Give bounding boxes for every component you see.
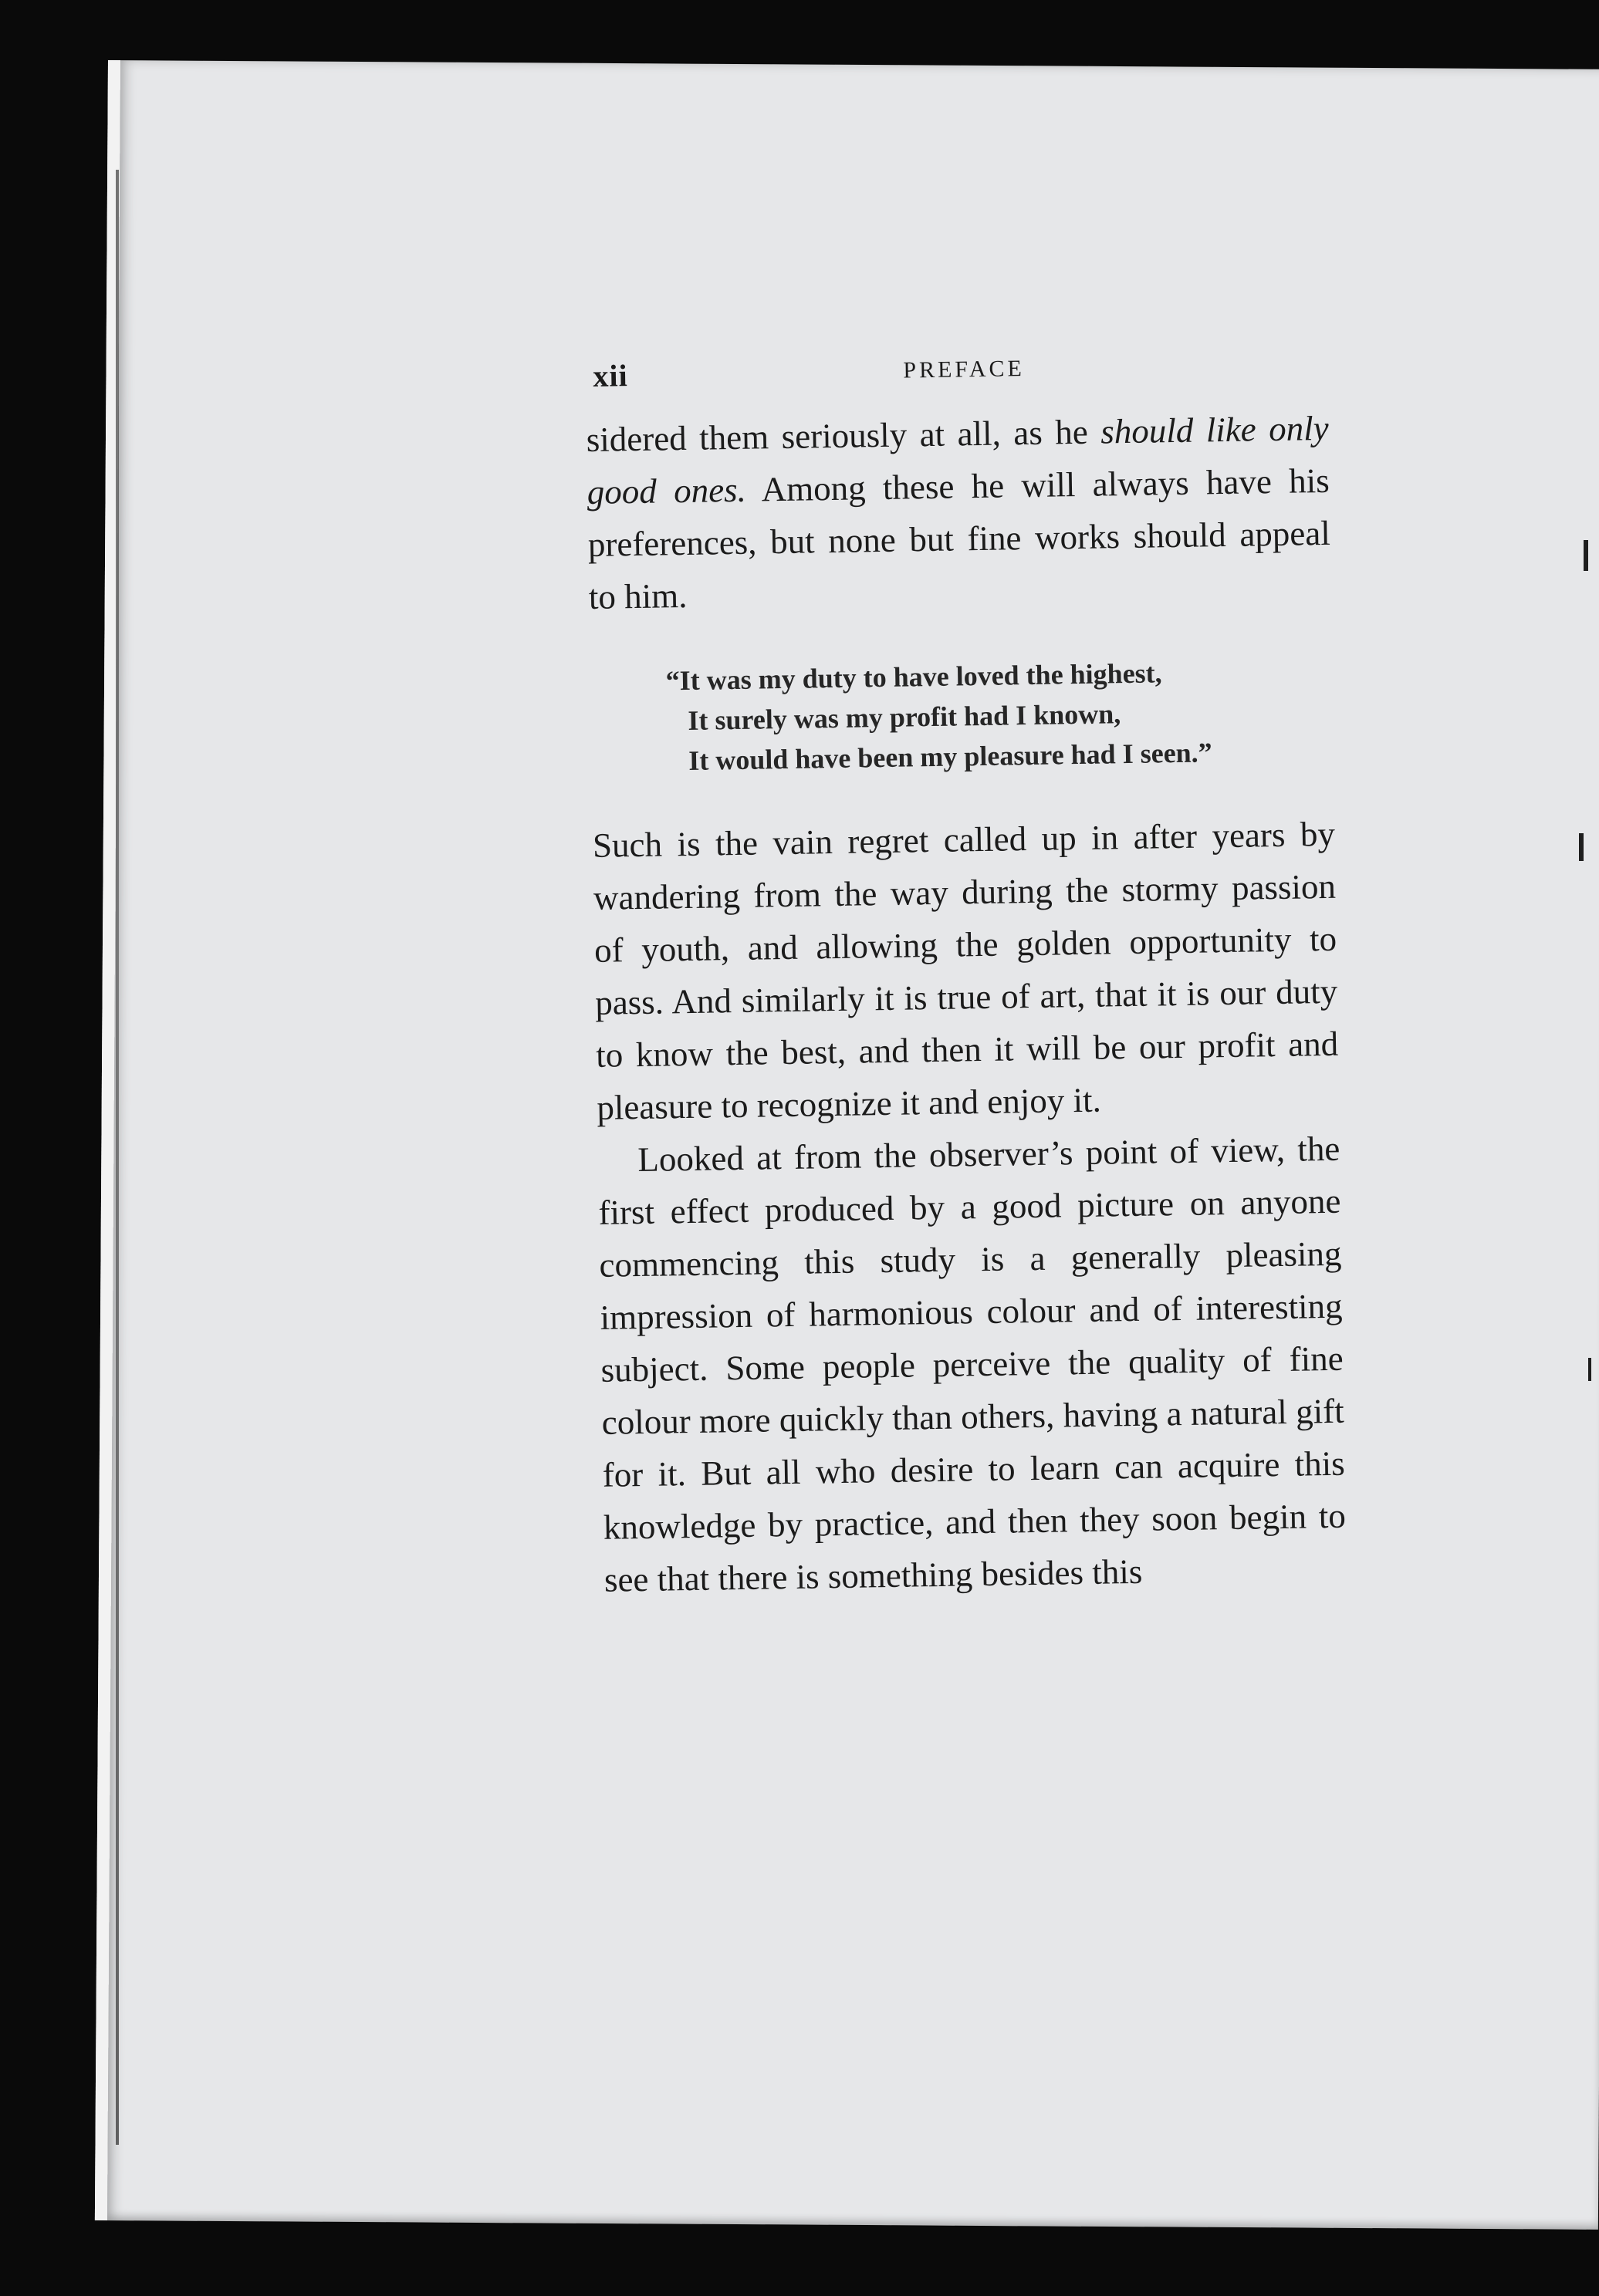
binding-mark	[1588, 1358, 1591, 1381]
paragraph: Looked at from the observer’s point of view, the first effect produced by a good picture on anyone commencing this study is a generally pleasing impression of harmonious colour and of interesting subject. Some people perceive the quality of fine colour more quickly than others, having a natural gift for it. But all who desire to learn can acquire this knowledge by practice, and then they soon begin to see that there is something besides this	[598, 1129, 1347, 1599]
binding-mark	[1579, 833, 1584, 861]
verse-quotation	[491, 650, 1364, 784]
page-gutter-shadow	[116, 170, 119, 2145]
verse-line: It surely was my profit had I known,	[688, 698, 1121, 736]
paragraph-text: Among these he will always have his preferences, but none but fine works should appeal to him.	[587, 461, 1331, 616]
page-number: xii	[593, 358, 629, 393]
paragraph: Such is the vain regret called up in after years by wandering from the way during the stormy passion of youth, and allowing the golden opportunity to pass. And similarly it is true of art, that it is our duty to know the best, and then it will be our profit and pleasure to recognize it and enjoy it.	[592, 814, 1339, 1127]
running-title: PREFACE	[903, 356, 1026, 383]
paragraph-text: sidered them seriously at all, as he	[586, 412, 1101, 459]
binding-mark	[1584, 540, 1588, 571]
paragraph-continued	[487, 401, 1362, 625]
verse-line: “It was my duty to have loved the highest,	[665, 657, 1162, 697]
emphasis-text: should like only good ones.	[587, 408, 1330, 512]
page-text	[486, 341, 1378, 1608]
verse-line: It would have been my pleasure had I seen.”	[688, 737, 1212, 776]
